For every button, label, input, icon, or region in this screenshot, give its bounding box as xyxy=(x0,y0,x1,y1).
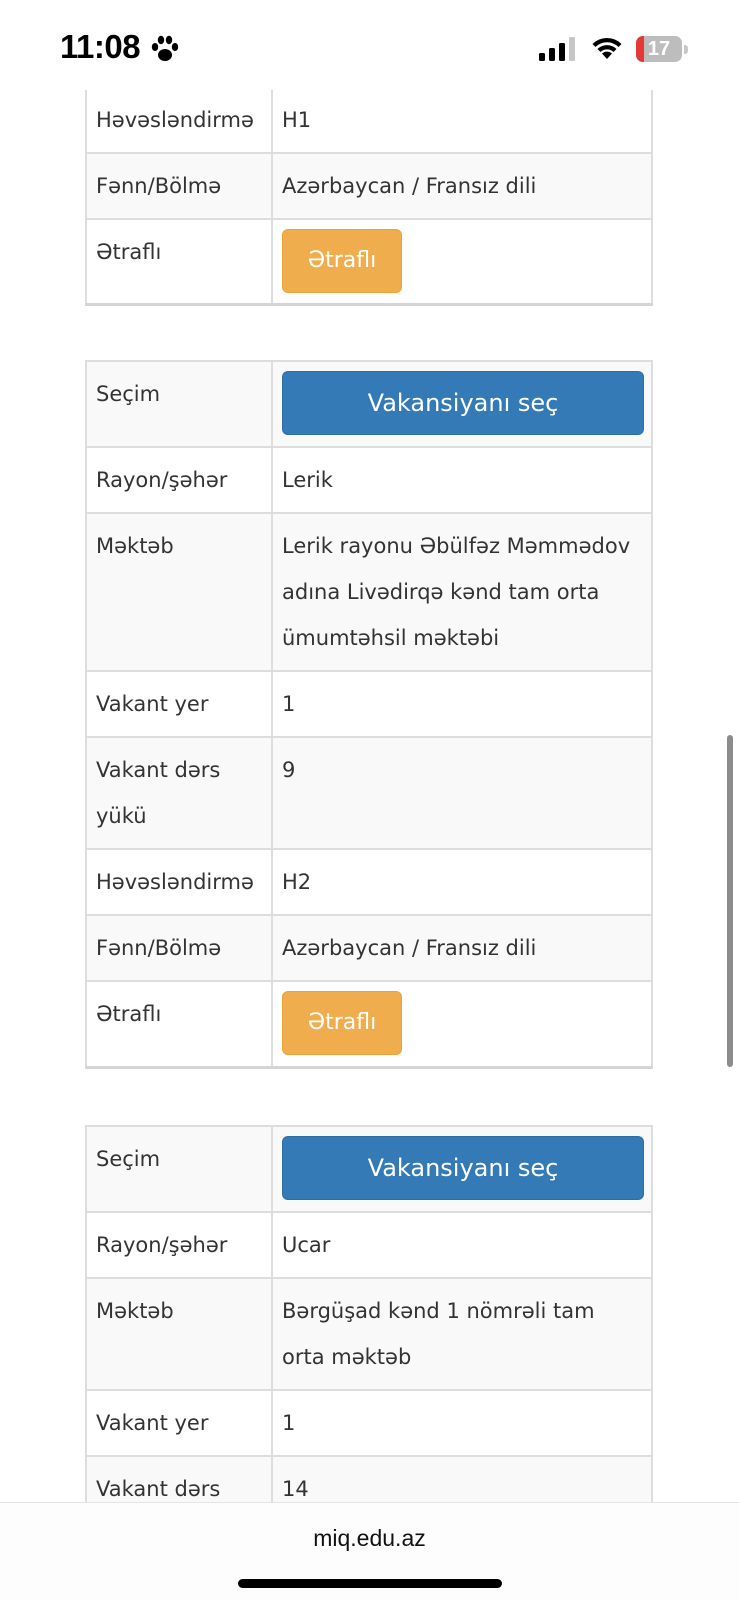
row-value-incentive: H1 xyxy=(272,87,652,153)
url-text[interactable]: miq.edu.az xyxy=(313,1525,426,1551)
row-label-vacant-load: Vakant dərs xyxy=(86,1456,272,1536)
battery-body xyxy=(636,36,682,62)
row-label-vacant-place: Vakant yer xyxy=(86,1390,272,1456)
row-label-selection: Seçim xyxy=(86,361,272,447)
details-button[interactable]: Ətraflı xyxy=(282,991,402,1055)
select-vacancy-button[interactable]: Vakansiyanı seç xyxy=(282,371,644,435)
row-label-incentive: Həvəsləndirmə xyxy=(86,849,272,915)
row-label-selection: Seçim xyxy=(86,1126,272,1212)
table-row xyxy=(86,219,652,304)
row-label-vacant-place: Vakant yer xyxy=(86,671,272,737)
row-value-vacant-place: 1 xyxy=(272,1390,652,1456)
select-vacancy-button[interactable]: Vakansiyanı seç xyxy=(282,1136,644,1200)
table-row xyxy=(86,737,652,849)
table-row xyxy=(86,361,652,447)
row-value-vacant-load: 9 xyxy=(272,737,652,849)
row-label-details: Ətraflı xyxy=(86,219,272,304)
row-label-school: Məktəb xyxy=(86,513,272,671)
battery-level-text: 17 xyxy=(647,38,671,60)
status-time: 11:08 xyxy=(60,28,141,65)
row-value-subject: Azərbaycan / Fransız dili xyxy=(272,153,652,219)
row-label-region: Rayon/şəhər xyxy=(86,447,272,513)
table-row xyxy=(86,87,652,153)
table-row xyxy=(86,915,652,981)
table-row xyxy=(86,981,652,1067)
table-row xyxy=(86,1212,652,1278)
row-value-region: Lerik xyxy=(272,447,652,513)
table-row xyxy=(86,513,652,671)
row-value-selection xyxy=(272,1126,652,1212)
status-bar xyxy=(0,0,739,90)
table-row xyxy=(86,1126,652,1212)
row-value-vacant-load: 14 xyxy=(272,1456,652,1536)
battery-icon xyxy=(636,36,688,62)
row-value-details xyxy=(272,981,652,1067)
table-row xyxy=(86,1390,652,1456)
battery-tip xyxy=(684,45,688,54)
home-indicator[interactable] xyxy=(238,1579,502,1588)
vacancy-table-1 xyxy=(85,86,653,306)
row-label-subject: Fənn/Bölmə xyxy=(86,153,272,219)
row-label-region: Rayon/şəhər xyxy=(86,1212,272,1278)
page-scrollbar[interactable] xyxy=(727,735,733,1067)
paw-icon xyxy=(150,34,180,64)
table-row xyxy=(86,153,652,219)
browser-url-bar[interactable] xyxy=(0,1502,739,1600)
row-value-incentive: H2 xyxy=(272,849,652,915)
row-label-incentive: Həvəsləndirmə xyxy=(86,87,272,153)
row-label-subject: Fənn/Bölmə xyxy=(86,915,272,981)
row-label-school: Məktəb xyxy=(86,1278,272,1390)
row-label-vacant-load: Vakant dərs yükü xyxy=(86,737,272,849)
details-button[interactable]: Ətraflı xyxy=(282,229,402,293)
vacancy-table-2 xyxy=(85,360,653,1069)
wifi-icon xyxy=(590,35,624,61)
table-row xyxy=(86,849,652,915)
row-value-region: Ucar xyxy=(272,1212,652,1278)
cellular-signal-icon xyxy=(539,37,577,61)
row-value-school: Bərgüşad kənd 1 nömrəli tam orta məktəb xyxy=(272,1278,652,1390)
row-label-details: Ətraflı xyxy=(86,981,272,1067)
row-value-vacant-place: 1 xyxy=(272,671,652,737)
row-value-subject: Azərbaycan / Fransız dili xyxy=(272,915,652,981)
row-value-selection xyxy=(272,361,652,447)
table-row xyxy=(86,447,652,513)
vacancy-table-3 xyxy=(85,1125,653,1537)
row-value-details xyxy=(272,219,652,304)
table-row xyxy=(86,671,652,737)
row-value-school: Lerik rayonu Əbülfəz Məmmədov adına Livədirqə kənd tam orta ümumtəhsil məktəbi xyxy=(272,513,652,671)
table-row xyxy=(86,1278,652,1390)
